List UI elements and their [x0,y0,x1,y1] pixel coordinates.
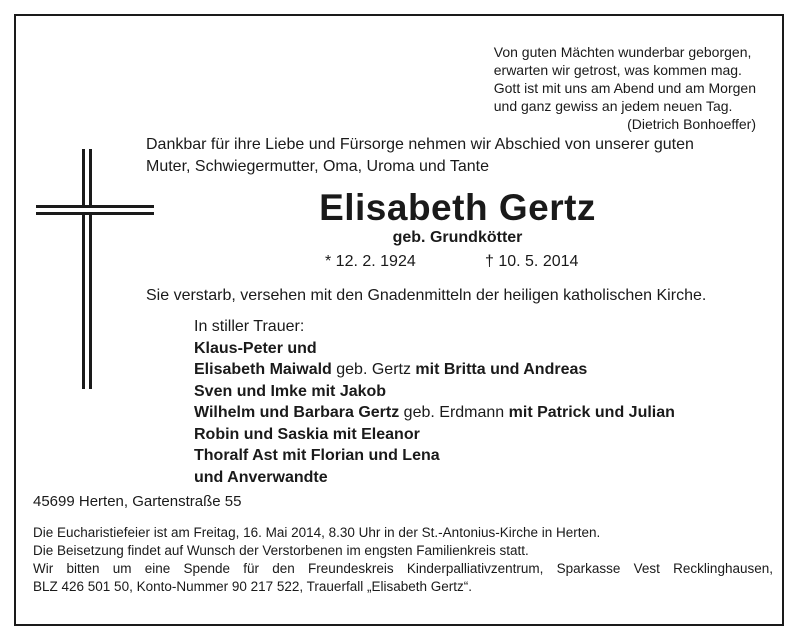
mass-note: Die Eucharistiefeier ist am Freitag, 16. Mai 2014, 8.30 Uhr in der St.-Antonius-Kirche in Herten. [33,525,601,540]
donation-note-line-1: Wir bitten um eine Spende für den Freundeskreis Kinderpalliativzentrum, Sparkasse Vest Recklinghausen, [33,561,773,576]
service-notes [33,524,773,596]
mourner-name: Elisabeth Maiwald [194,361,332,378]
poem-line: und ganz gewiss an jedem neuen Tag. [493,98,733,114]
latin-cross-icon [36,149,154,389]
mourner-row: und Anverwandte [194,468,328,486]
mourner-nee: geb. Erdmann [399,404,509,421]
intro-line-1: Dankbar für ihre Liebe und Fürsorge nehmen wir Abschied von unserer guten [146,136,694,153]
poem-line: erwarten wir getrost, was kommen mag. [493,62,742,78]
mourner-row: Thoralf Ast mit Florian und Lena [194,447,440,464]
mourner-nee: geb. Gertz [331,361,416,378]
deceased-name: Elisabeth Gertz [319,187,596,228]
mourner-name: Wilhelm und Barbara Gertz [194,404,400,421]
intro-line-2: Muter, Schwiegermutter, Oma, Uroma und Tante [146,158,489,175]
mourners-heading: In stiller Trauer: [194,318,305,335]
poem-quote [494,43,756,133]
sacrament-text: Sie verstarb, versehen mit den Gnadenmitteln der heiligen katholischen Kirche. [146,287,707,304]
family-address: 45699 Herten, Gartenstraße 55 [33,493,242,510]
mourner-row: Robin und Saskia mit Eleanor [194,425,420,443]
poem-author: (Dietrich Bonhoeffer) [627,116,756,132]
death-date: † 10. 5. 2014 [485,253,579,270]
mourner-row [194,402,675,424]
donation-note-line-2: BLZ 426 501 50, Konto-Nummer 90 217 522, Trauerfall „Elisabeth Gertz“. [33,579,472,594]
poem-line: Gott ist mit uns am Abend und am Morgen [493,80,756,96]
mourner-family: mit Patrick und Julian [508,404,675,421]
burial-note: Die Beisetzung findet auf Wunsch der Verstorbenen im engsten Familienkreis statt. [33,543,529,558]
mourners-list [194,316,675,488]
mourner-family: mit Britta und Andreas [415,361,588,378]
poem-line: Von guten Mächten wunderbar geborgen, [493,44,752,60]
mourner-row: Sven und Imke mit Jakob [194,382,387,400]
cross-vertical-beam [82,149,92,389]
mourner-row [194,359,675,381]
maiden-name: geb. Grundkötter [392,229,523,246]
birth-date: * 12. 2. 1924 [325,253,416,270]
mourner-row: Klaus-Peter und [194,339,317,357]
intro-text [146,134,776,178]
